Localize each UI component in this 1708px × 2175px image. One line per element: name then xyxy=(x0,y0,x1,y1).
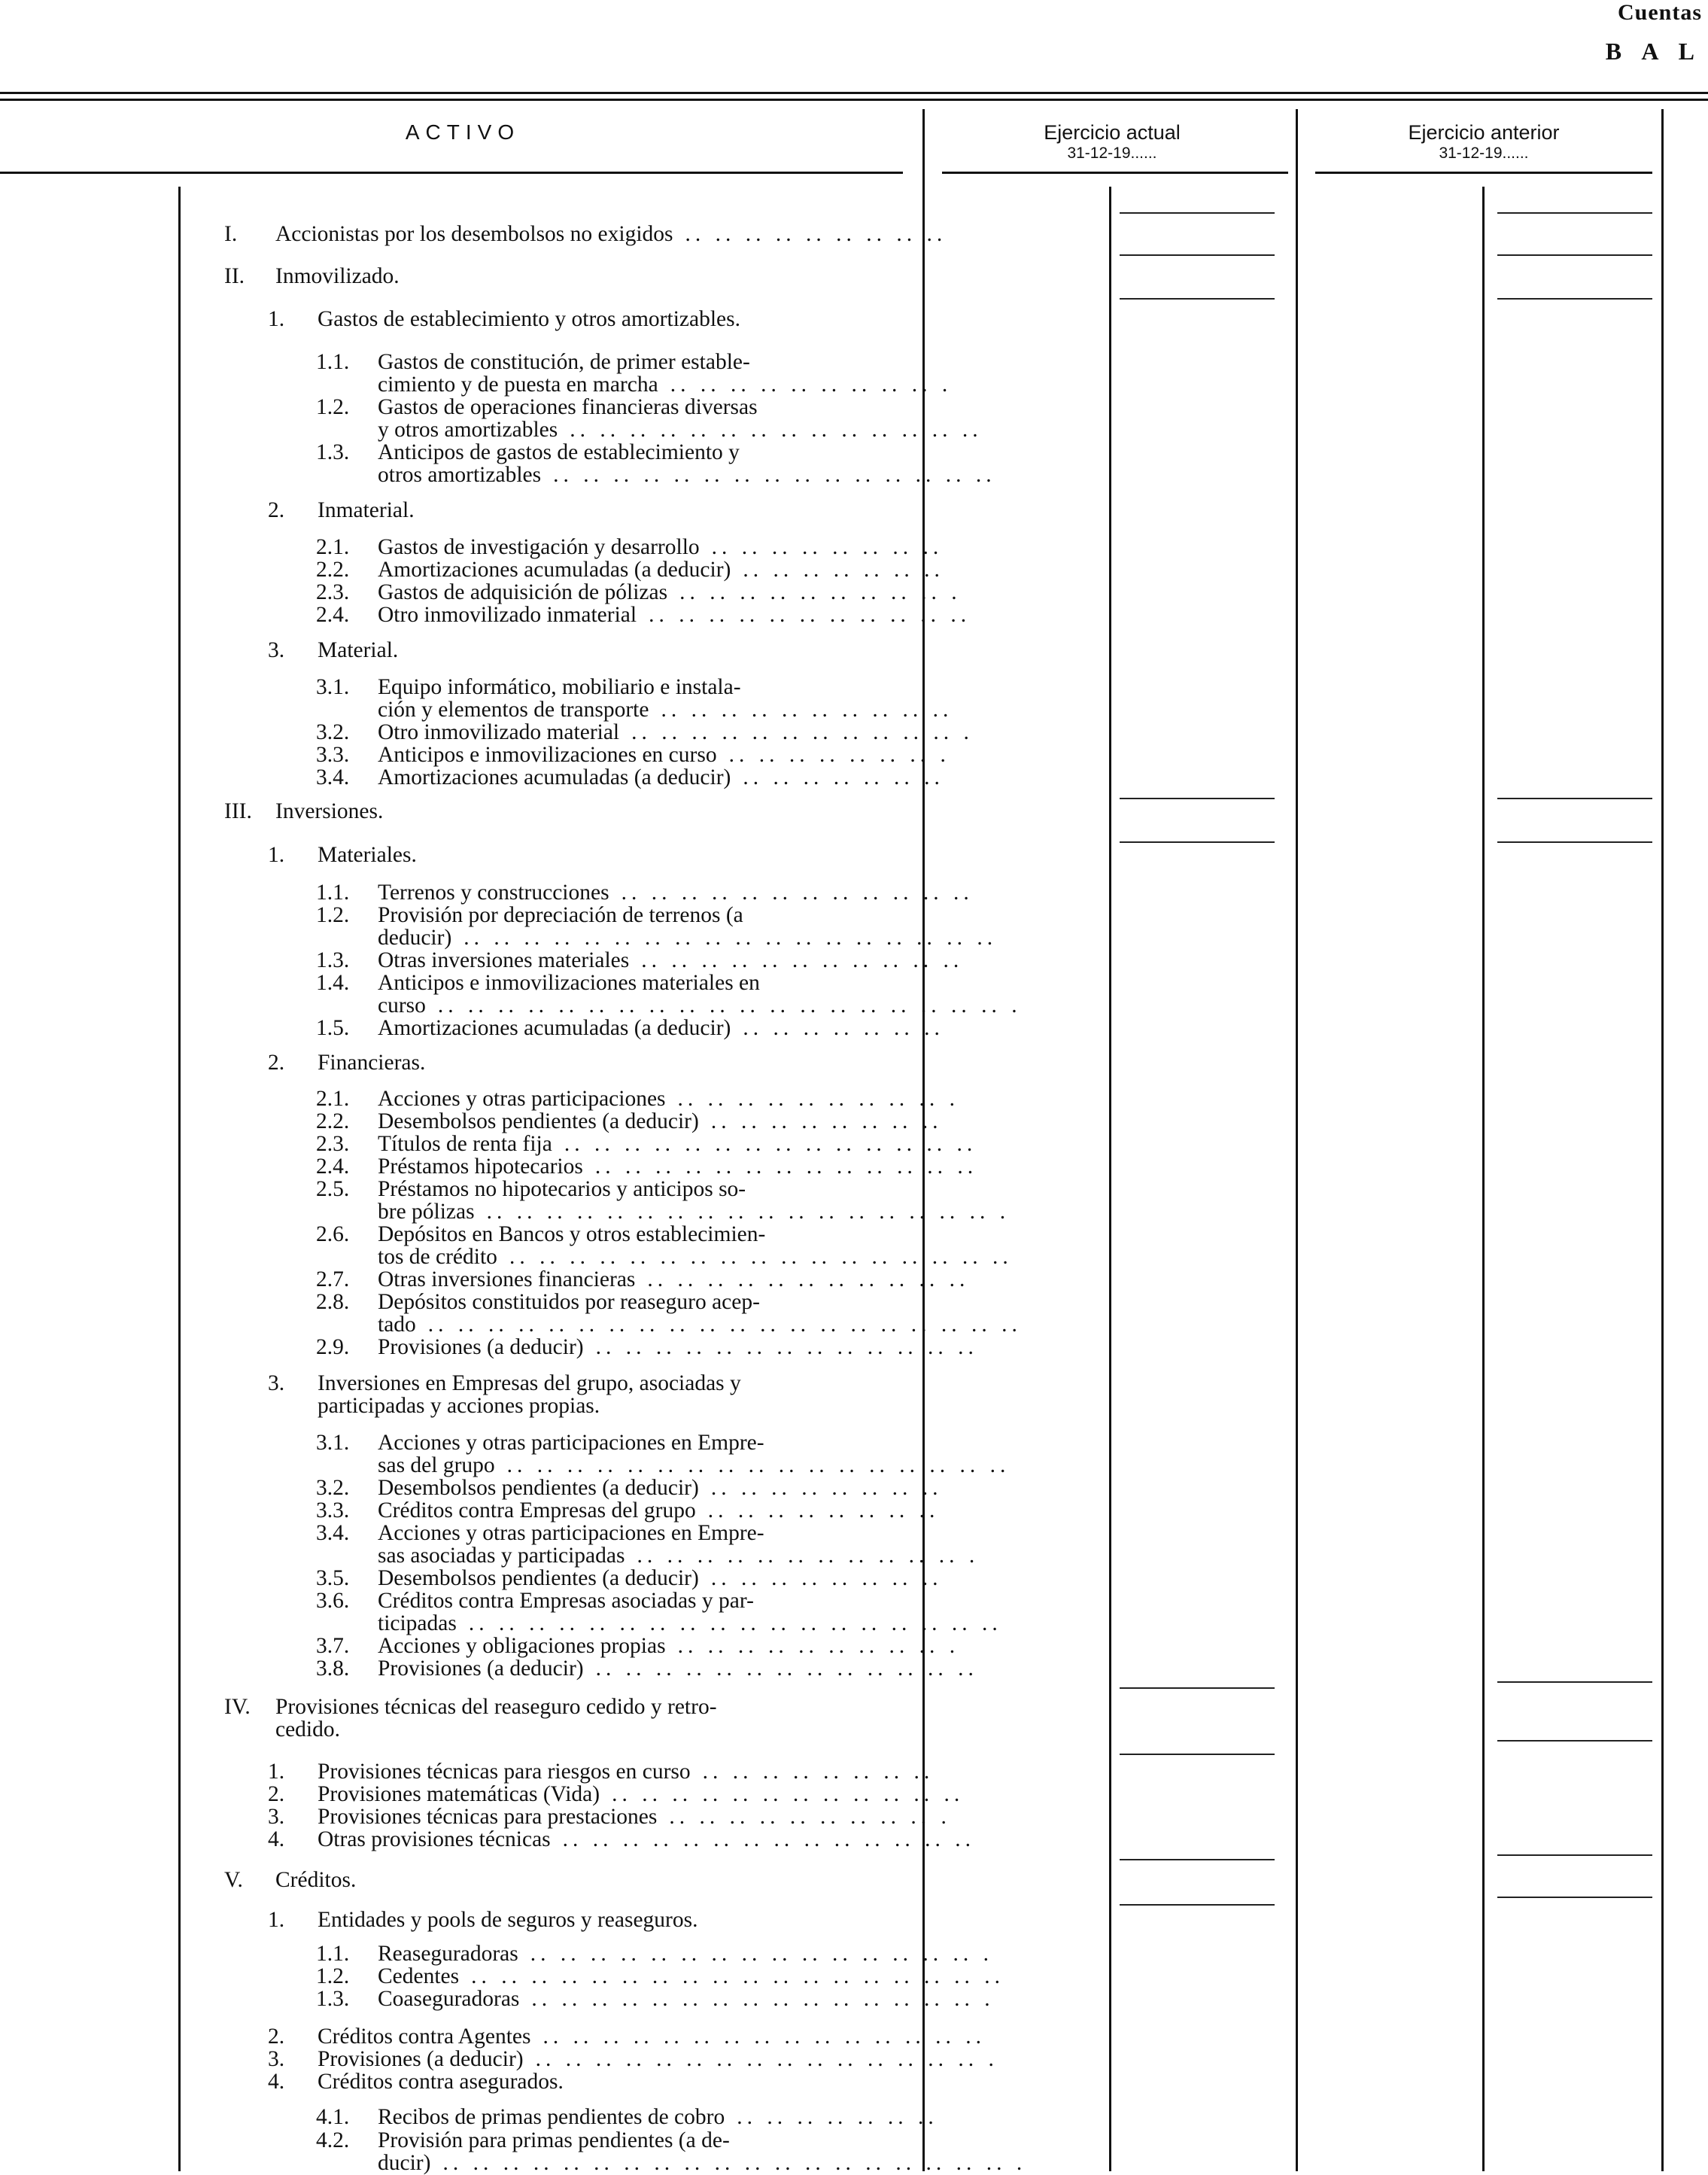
item-label: Préstamos hipotecarios xyxy=(378,1154,583,1179)
item-row xyxy=(0,351,925,373)
item-row xyxy=(0,1522,925,1544)
leader-dots: .. .. .. .. .. .. .. xyxy=(737,2105,938,2129)
item-number: 2.7. xyxy=(316,1267,350,1291)
leader-dots: .. .. .. .. .. .. .. .. .. xyxy=(685,222,947,246)
item-row xyxy=(0,1372,925,1395)
item-number: 3.6. xyxy=(316,1589,350,1613)
leader-dots: .. .. .. .. .. .. .. .. .. .. .. .. .. .. .. .. .. .. xyxy=(468,1611,1002,1635)
item-number: 2.4. xyxy=(316,603,350,627)
item-row xyxy=(0,1869,925,1891)
leader-dots: .. .. .. .. .. .. .. .. .. . xyxy=(677,1634,960,1658)
item-row xyxy=(0,800,925,823)
ejercicio-anterior-heading xyxy=(1303,122,1664,164)
leader-dots: .. .. .. .. .. .. .. .. xyxy=(702,1760,935,1784)
item-row xyxy=(0,1154,978,1179)
item-label: Gastos de investigación y desarrollo xyxy=(378,535,700,559)
item-number: 1.1. xyxy=(316,350,350,374)
leader-dots: .. .. .. .. .. .. .. .. xyxy=(710,1566,943,1590)
item-row xyxy=(0,2024,986,2049)
actual-subtotal-line xyxy=(1120,1904,1275,1906)
item-row xyxy=(0,1178,925,1200)
anterior-column-rule xyxy=(1661,109,1664,2171)
leader-dots: .. .. .. .. .. .. .. .. .. .. .. .. .. .. .. . xyxy=(535,2047,998,2071)
item-row xyxy=(0,580,962,604)
leader-dots: .. .. .. .. .. .. .. .. .. .. .. .. .. .. .. .. .. .. .. . xyxy=(437,993,1022,1018)
item-label: Acciones y obligaciones propias xyxy=(378,1634,666,1658)
leader-dots: .. .. .. .. .. .. .. .. .. .. xyxy=(661,698,953,722)
item-label: Acciones y otras participaciones xyxy=(378,1087,666,1111)
leader-dots: .. .. .. .. .. .. .. .. .. .. .. . xyxy=(637,1544,980,1568)
item-number: 3.8. xyxy=(316,1656,350,1681)
item-number: 1.3. xyxy=(316,440,350,464)
leader-dots: .. .. .. .. .. .. .. .. .. .. .. .. .. .. .. .. .. .. .. .. xyxy=(427,1313,1022,1337)
actual-subtotal-line xyxy=(1120,1859,1275,1860)
leader-dots: .. .. .. .. .. .. .. .. .. .. .. .. .. .. .. xyxy=(553,463,996,487)
item-label: Provisiones técnicas del reaseguro cedido y retro- xyxy=(275,1695,717,1719)
top-rule-2 xyxy=(0,99,1708,101)
item-row xyxy=(0,558,944,582)
item-label: ticipadas xyxy=(378,1611,457,1635)
item-number: 4.2. xyxy=(316,2128,350,2152)
item-label: Otro inmovilizado inmaterial xyxy=(378,603,637,627)
item-label: Gastos de adquisición de pólizas xyxy=(378,580,668,604)
leader-dots: .. .. .. .. .. .. .. .. .. .. .. .. .. xyxy=(595,1335,978,1359)
item-number: 2.2. xyxy=(316,1109,350,1133)
anterior-subtotal-line xyxy=(1497,1854,1652,1856)
item-label: Acciones y otras participaciones en Empre- xyxy=(378,1431,764,1455)
item-row xyxy=(0,1431,925,1454)
item-row xyxy=(0,993,1022,1018)
item-number: 2.5. xyxy=(316,1177,350,1201)
item-label: Préstamos no hipotecarios y anticipos so- xyxy=(378,1177,746,1201)
item-row xyxy=(0,1805,951,1829)
item-label: Desembolsos pendientes (a deducir) xyxy=(378,1476,699,1500)
item-row xyxy=(0,1476,943,1500)
item-label: Otras provisiones técnicas xyxy=(318,1827,551,1851)
item-number: 1. xyxy=(268,843,285,867)
item-row xyxy=(0,1132,977,1156)
header-cuentas: Cuentas xyxy=(1617,0,1702,25)
item-label: Provisiones (a deducir) xyxy=(378,1335,584,1359)
item-label: Otro inmovilizado material xyxy=(378,720,620,744)
item-row xyxy=(0,418,983,442)
leader-dots: .. .. .. .. .. .. .. .. xyxy=(710,1476,943,1500)
item-row xyxy=(0,881,974,905)
leader-dots: .. .. .. .. .. .. .. .. .. .. .. .. xyxy=(621,881,974,905)
item-number: I. xyxy=(224,222,238,246)
actual-subtotal-line xyxy=(1120,212,1275,214)
leader-dots: .. .. .. .. .. .. .. .. .. .. .. .. .. .. .. .. .. .. xyxy=(463,926,998,950)
item-row xyxy=(0,603,971,627)
item-number: 1.5. xyxy=(316,1016,350,1040)
leader-dots: .. .. .. .. .. .. .. .. xyxy=(707,1498,940,1522)
item-row xyxy=(0,2129,925,2152)
item-row xyxy=(0,1453,1011,1477)
item-row xyxy=(0,904,925,926)
leader-dots: .. .. .. .. .. .. .. .. .. .. .. .. .. .. .. .. .. xyxy=(506,1453,1011,1477)
item-row xyxy=(0,743,950,767)
item-number: 2.2. xyxy=(316,558,350,582)
item-row xyxy=(0,2070,925,2093)
item-number: 3.4. xyxy=(316,1521,350,1545)
item-number: 3. xyxy=(268,2047,285,2071)
item-number: 3.2. xyxy=(316,1476,350,1500)
leader-dots: .. .. .. .. .. .. .. .. xyxy=(710,1109,943,1133)
item-label: Recibos de primas pendientes de cobro xyxy=(378,2105,725,2129)
leader-dots: .. .. .. .. .. .. .. .. .. .. .. .. .. .. xyxy=(562,1827,976,1851)
item-label: Provisiones técnicas para prestaciones xyxy=(318,1805,658,1829)
item-row xyxy=(0,2151,1027,2175)
anterior-subtotal-line xyxy=(1497,841,1652,843)
item-row xyxy=(0,1395,925,1417)
ejercicio-actual-date: 31-12-19...... xyxy=(1067,144,1157,162)
item-label: tado xyxy=(378,1313,416,1337)
item-label: bre pólizas xyxy=(378,1200,475,1224)
item-label: Provisión para primas pendientes (a de- xyxy=(378,2128,730,2152)
item-number: 1.2. xyxy=(316,395,350,419)
item-number: II. xyxy=(224,264,245,288)
item-row xyxy=(0,1051,925,1074)
item-row xyxy=(0,535,944,559)
item-number: 1.4. xyxy=(316,971,350,995)
item-number: 2.4. xyxy=(316,1154,350,1179)
item-number: 3.4. xyxy=(316,765,350,789)
ejercicio-anterior-title: Ejercicio anterior xyxy=(1408,121,1560,144)
item-label: Otras inversiones materiales xyxy=(378,948,630,972)
actual-subtotal-line xyxy=(1120,798,1275,799)
item-label: Provisiones matemáticas (Vida) xyxy=(318,1782,600,1806)
item-row xyxy=(0,844,925,866)
leader-dots: .. .. .. .. .. .. .. .. .. .. .. .. .. .. .. xyxy=(542,2024,986,2049)
item-row xyxy=(0,1760,935,1784)
item-row xyxy=(0,441,925,464)
item-number: 3.2. xyxy=(316,720,350,744)
item-label: Cedentes xyxy=(378,1964,460,1988)
leader-dots: .. .. .. .. .. .. .. xyxy=(743,558,944,582)
item-label: Entidades y pools de seguros y reaseguros. xyxy=(318,1908,698,1932)
item-label: Anticipos de gastos de establecimiento y xyxy=(378,440,740,464)
leader-dots: .. .. .. .. .. .. .. .. .. .. .. .. .. .. xyxy=(564,1132,977,1156)
item-number: 2.8. xyxy=(316,1290,350,1314)
item-row xyxy=(0,2105,938,2129)
item-label: Créditos contra Empresas del grupo xyxy=(378,1498,696,1522)
actual-subtotal-line xyxy=(1120,1754,1275,1755)
item-row xyxy=(0,1566,943,1590)
item-number: 2. xyxy=(268,2024,285,2049)
item-row xyxy=(0,373,953,397)
actual-subtotal-line xyxy=(1120,1687,1275,1689)
item-label: Inversiones en Empresas del grupo, asociadas y xyxy=(318,1371,741,1395)
leader-dots: .. .. .. .. .. .. .. .. .. .. .. .. .. .. .. . xyxy=(530,1942,994,1966)
item-row xyxy=(0,972,925,994)
item-number: 3.1. xyxy=(316,675,350,699)
leader-dots: .. .. .. .. .. .. .. .. .. .. .. xyxy=(647,1267,970,1291)
item-number: 1. xyxy=(268,1760,285,1784)
item-number: 2.3. xyxy=(316,1132,350,1156)
item-label: Provisión por depreciación de terrenos (a xyxy=(378,903,743,927)
item-number: 1.3. xyxy=(316,948,350,972)
item-label: Depósitos constituidos por reaseguro acep- xyxy=(378,1290,760,1314)
leader-dots: .. .. .. .. .. .. .. .. .. .. .. .. .. xyxy=(595,1656,978,1681)
item-label: Provisiones (a deducir) xyxy=(318,2047,524,2071)
item-number: 2. xyxy=(268,498,285,522)
item-label: deducir) xyxy=(378,926,452,950)
item-row xyxy=(0,1611,1002,1635)
leader-dots: .. .. .. .. .. .. .. .. .. .. .. .. .. .. xyxy=(570,418,983,442)
leader-dots: .. .. .. .. .. .. .. .. .. . xyxy=(679,580,962,604)
actual-subtotal-line xyxy=(1120,298,1275,300)
item-row xyxy=(0,639,925,662)
item-label: Amortizaciones acumuladas (a deducir) xyxy=(378,765,731,789)
item-number: 2.3. xyxy=(316,580,350,604)
item-number: 1. xyxy=(268,1908,285,1932)
item-number: III. xyxy=(224,799,252,823)
leader-dots: .. .. .. .. .. .. .. .. .. . xyxy=(670,373,953,397)
leader-dots: .. .. .. .. .. .. .. . xyxy=(728,743,950,767)
item-label: cimiento y de puesta en marcha xyxy=(378,373,658,397)
item-number: 1.3. xyxy=(316,1987,350,2011)
item-number: 3. xyxy=(268,638,285,662)
item-row xyxy=(0,765,944,789)
leader-dots: .. .. .. .. .. .. .. xyxy=(743,765,944,789)
item-number: 2. xyxy=(268,1782,285,1806)
item-label: ducir) xyxy=(378,2151,431,2175)
item-label: Créditos contra Empresas asociadas y par- xyxy=(378,1589,754,1613)
item-label: Provisiones técnicas para riesgos en curso xyxy=(318,1760,691,1784)
item-row xyxy=(0,926,998,950)
item-row xyxy=(0,396,925,418)
top-rule-1 xyxy=(0,92,1708,94)
item-label: otros amortizables xyxy=(378,463,542,487)
item-number: 3. xyxy=(268,1805,285,1829)
item-number: 2. xyxy=(268,1051,285,1075)
item-number: 1.2. xyxy=(316,903,350,927)
item-label: Gastos de operaciones financieras diversas xyxy=(378,395,758,419)
leader-dots: .. .. .. .. .. .. .. .. .. . xyxy=(669,1805,951,1829)
item-row xyxy=(0,2047,998,2071)
item-number: 3. xyxy=(268,1371,285,1395)
activo-header-underline xyxy=(0,172,903,174)
item-label: Inmaterial. xyxy=(318,498,415,522)
item-label: cedido. xyxy=(275,1717,341,1742)
item-number: V. xyxy=(224,1868,243,1892)
leader-dots: .. .. .. .. .. .. .. .. .. .. .. .. .. .. .. .. .. . xyxy=(486,1200,1011,1224)
item-number: 1.2. xyxy=(316,1964,350,1988)
item-label: Reaseguradoras xyxy=(378,1942,518,1966)
anterior-subtotal-line xyxy=(1497,1897,1652,1898)
item-row xyxy=(0,1696,925,1718)
leader-dots: .. .. .. .. .. .. .. .. xyxy=(711,535,944,559)
item-row xyxy=(0,698,953,722)
item-label: Títulos de renta fija xyxy=(378,1132,552,1156)
actual-inner-rule xyxy=(1109,187,1111,2171)
item-row xyxy=(0,265,925,287)
item-number: 2.1. xyxy=(316,535,350,559)
item-label: Depósitos en Bancos y otros establecimien- xyxy=(378,1222,766,1246)
leader-dots: .. .. .. .. .. .. .. .. .. .. .. .. .. .. .. .. .. .. .. . xyxy=(442,2151,1027,2175)
item-row xyxy=(0,1909,925,1931)
item-row xyxy=(0,499,925,522)
item-label: Otras inversiones financieras xyxy=(378,1267,636,1291)
item-row xyxy=(0,308,925,330)
actual-header-underline xyxy=(942,172,1288,174)
item-label: tos de crédito xyxy=(378,1245,497,1269)
item-number: 4.1. xyxy=(316,2105,350,2129)
item-row xyxy=(0,1656,978,1681)
activo-heading: ACTIVO xyxy=(405,120,521,144)
item-label: Créditos contra Agentes xyxy=(318,2024,531,2049)
item-row xyxy=(0,1223,925,1246)
header-bal: B A L xyxy=(1605,38,1702,65)
item-row xyxy=(0,1109,943,1133)
item-row xyxy=(0,1200,1011,1224)
item-label: Anticipos e inmovilizaciones en curso xyxy=(378,743,717,767)
leader-dots: .. .. .. .. .. .. .. .. .. .. .. .. xyxy=(612,1782,965,1806)
item-label: Equipo informático, mobiliario e instala- xyxy=(378,675,741,699)
item-row xyxy=(0,222,947,246)
item-label: Gastos de constitución, de primer estable- xyxy=(378,350,750,374)
item-number: IV. xyxy=(224,1695,251,1719)
item-row xyxy=(0,1589,925,1612)
item-label: Anticipos e inmovilizaciones materiales en xyxy=(378,971,760,995)
item-row xyxy=(0,1291,925,1313)
actual-subtotal-line xyxy=(1120,254,1275,256)
item-row xyxy=(0,1313,1022,1337)
item-label: Inmovilizado. xyxy=(275,264,400,288)
ejercicio-actual-heading xyxy=(931,122,1293,164)
item-row xyxy=(0,1267,970,1291)
item-row xyxy=(0,948,964,972)
item-label: Accionistas por los desembolsos no exigidos xyxy=(275,222,673,246)
leader-dots: .. .. .. .. .. .. .. .. .. .. .. .. .. .. .. . xyxy=(531,1987,995,2011)
item-row xyxy=(0,1544,980,1568)
item-number: 3.7. xyxy=(316,1634,350,1658)
item-row xyxy=(0,463,996,487)
item-label: y otros amortizables xyxy=(378,418,558,442)
item-label: Desembolsos pendientes (a deducir) xyxy=(378,1109,699,1133)
item-row xyxy=(0,1016,944,1040)
ejercicio-actual-title: Ejercicio actual xyxy=(1044,121,1181,144)
item-label: Amortizaciones acumuladas (a deducir) xyxy=(378,558,731,582)
item-number: 2.1. xyxy=(316,1087,350,1111)
item-row xyxy=(0,1498,940,1522)
leader-dots: .. .. .. .. .. .. .. .. .. .. .. . xyxy=(631,720,974,744)
leader-dots: .. .. .. .. .. .. .. xyxy=(743,1016,944,1040)
item-number: 3.5. xyxy=(316,1566,350,1590)
anterior-subtotal-line xyxy=(1497,1681,1652,1683)
anterior-header-underline xyxy=(1315,172,1652,174)
item-label: ción y elementos de transporte xyxy=(378,698,649,722)
item-number: 3.1. xyxy=(316,1431,350,1455)
item-row xyxy=(0,1942,994,1966)
actual-subtotal-line xyxy=(1120,841,1275,843)
anterior-subtotal-line xyxy=(1497,254,1652,256)
item-row xyxy=(0,1827,976,1851)
anterior-inner-rule xyxy=(1482,187,1485,2171)
leader-dots: .. .. .. .. .. .. .. .. .. .. .. xyxy=(649,603,971,627)
leader-dots: .. .. .. .. .. .. .. .. .. .. .. .. .. xyxy=(594,1154,978,1179)
item-label: Materiales. xyxy=(318,843,417,867)
leader-dots: .. .. .. .. .. .. .. .. .. . xyxy=(677,1087,960,1111)
leader-dots: .. .. .. .. .. .. .. .. .. .. .. xyxy=(641,948,964,972)
anterior-subtotal-line xyxy=(1497,298,1652,300)
item-number: 3.3. xyxy=(316,743,350,767)
item-row xyxy=(0,1634,960,1658)
item-label: Financieras. xyxy=(318,1051,426,1075)
item-number: 1.1. xyxy=(316,1942,350,1966)
item-row xyxy=(0,1335,978,1359)
item-label: Acciones y otras participaciones en Empre- xyxy=(378,1521,764,1545)
item-number: 2.6. xyxy=(316,1222,350,1246)
item-label: Desembolsos pendientes (a deducir) xyxy=(378,1566,699,1590)
item-label: participadas y acciones propias. xyxy=(318,1394,600,1418)
item-label: Amortizaciones acumuladas (a deducir) xyxy=(378,1016,731,1040)
item-row xyxy=(0,720,974,744)
anterior-subtotal-line xyxy=(1497,1740,1652,1742)
item-label: Provisiones (a deducir) xyxy=(378,1656,584,1681)
item-row xyxy=(0,676,925,698)
leader-dots: .. .. .. .. .. .. .. .. .. .. .. .. .. .. .. .. .. xyxy=(509,1245,1013,1269)
item-number: 4. xyxy=(268,2070,285,2094)
ejercicio-anterior-date: 31-12-19...... xyxy=(1439,144,1529,162)
item-number: 2.9. xyxy=(316,1335,350,1359)
item-number: 4. xyxy=(268,1827,285,1851)
item-label: Créditos. xyxy=(275,1868,357,1892)
item-label: Coaseguradoras xyxy=(378,1987,520,2011)
item-label: sas asociadas y participadas xyxy=(378,1544,625,1568)
item-row xyxy=(0,1245,1013,1269)
item-row xyxy=(0,1782,965,1806)
item-number: 1.1. xyxy=(316,881,350,905)
actual-column-rule xyxy=(1296,109,1298,2171)
item-label: Gastos de establecimiento y otros amortizables. xyxy=(318,307,740,331)
anterior-subtotal-line xyxy=(1497,798,1652,799)
item-label: Terrenos y construcciones xyxy=(378,881,609,905)
item-label: Créditos contra asegurados. xyxy=(318,2070,564,2094)
item-number: 1. xyxy=(268,307,285,331)
item-row xyxy=(0,1964,1005,1988)
item-row xyxy=(0,1087,960,1111)
item-label: Inversiones. xyxy=(275,799,384,823)
item-row xyxy=(0,1718,925,1741)
anterior-subtotal-line xyxy=(1497,212,1652,214)
item-row xyxy=(0,1987,995,2011)
item-label: curso xyxy=(378,993,426,1018)
item-label: Material. xyxy=(318,638,399,662)
item-number: 3.3. xyxy=(316,1498,350,1522)
item-label: sas del grupo xyxy=(378,1453,495,1477)
leader-dots: .. .. .. .. .. .. .. .. .. .. .. .. .. .. .. .. .. .. xyxy=(471,1964,1005,1988)
